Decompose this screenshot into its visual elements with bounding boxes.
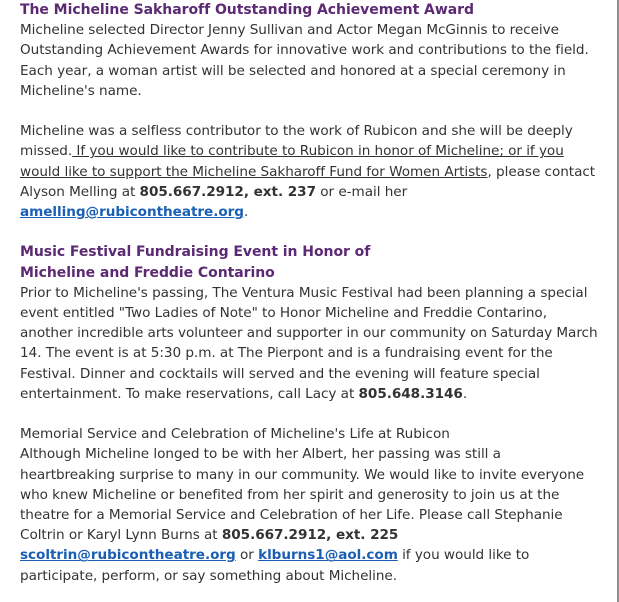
spacer [20, 101, 600, 121]
festival-heading-line1: Music Festival Fundraising Event in Honor of [20, 244, 371, 261]
contributor-paragraph [20, 121, 600, 222]
festival-heading-line2: Micheline and Freddie Contarino [20, 264, 275, 281]
festival-phone: 805.648.3146 [358, 385, 463, 402]
award-heading: The Micheline Sakharoff Outstanding Achievement Award [20, 2, 474, 18]
contact-phone: 805.667.2912, ext. 237 [139, 183, 316, 200]
memorial-paragraph [20, 444, 600, 585]
email-link-amelling[interactable]: amelling@rubicontheatre.org [20, 204, 244, 221]
article-content [20, 0, 600, 586]
award-paragraph: Micheline selected Director Jenny Sullivan and Actor Megan McGinnis to receive Outstanding Achievement Awards for innovative work and contributions to the field. Each year, a woman artist will be selected and honored at a special ceremony in Micheline's name. [20, 22, 589, 99]
email-link-klburns[interactable]: klburns1@aol.com [258, 547, 398, 564]
festival-heading [20, 242, 600, 282]
contributor-intro: Micheline was a selfless contributor to the work of Rubicon and she will be deeply missed. [20, 123, 573, 160]
festival-text: Prior to Micheline's passing, The Ventura Music Festival had been planning a special event entitled "Two Ladies of Note" to Honor Micheline and Freddie Contarino, another incredible arts volunteer and supporter in our community on Saturday March 14. The event is at 5:30 p.m. at The Pierpont and is a fundraising event for the Festival. Dinner and cocktails will served and the evening will feature special entertainment. To make reservations, call Lacy at [20, 284, 598, 402]
period: . [462, 385, 468, 402]
email-link-scoltrin[interactable]: scoltrin@rubicontheatre.org [20, 547, 236, 564]
memorial-text: Although Micheline longed to be with her Albert, her passing was still a heartbreaking surprise to many in our community. We would like to invite everyone who knew Micheline or benefited from her spirit and generosity to join us at the theatre for a Memorial Service and Celebration of her Life. Please call Stephanie Coltrin or Karyl Lynn Burns at [20, 446, 585, 544]
period: . [243, 204, 249, 221]
festival-paragraph [20, 283, 600, 404]
email-text: or e-mail her [316, 183, 408, 200]
memorial-title: Memorial Service and Celebration of Micheline's Life at Rubicon [20, 426, 450, 443]
spacer [20, 222, 600, 242]
contribute-invitation: If you would like to contribute to Rubicon in honor of Micheline; or if you would like to support the Micheline Sakharoff Fund for Women Artists [20, 143, 564, 180]
memorial-phone: 805.667.2912, ext. 225 [221, 527, 399, 544]
memorial-end-text: if you would like to participate, perform, or say something about Micheline. [20, 547, 530, 584]
spacer [20, 404, 600, 424]
contact-text: , please contact Alyson Melling at [20, 163, 596, 200]
or-text: or [235, 547, 259, 564]
